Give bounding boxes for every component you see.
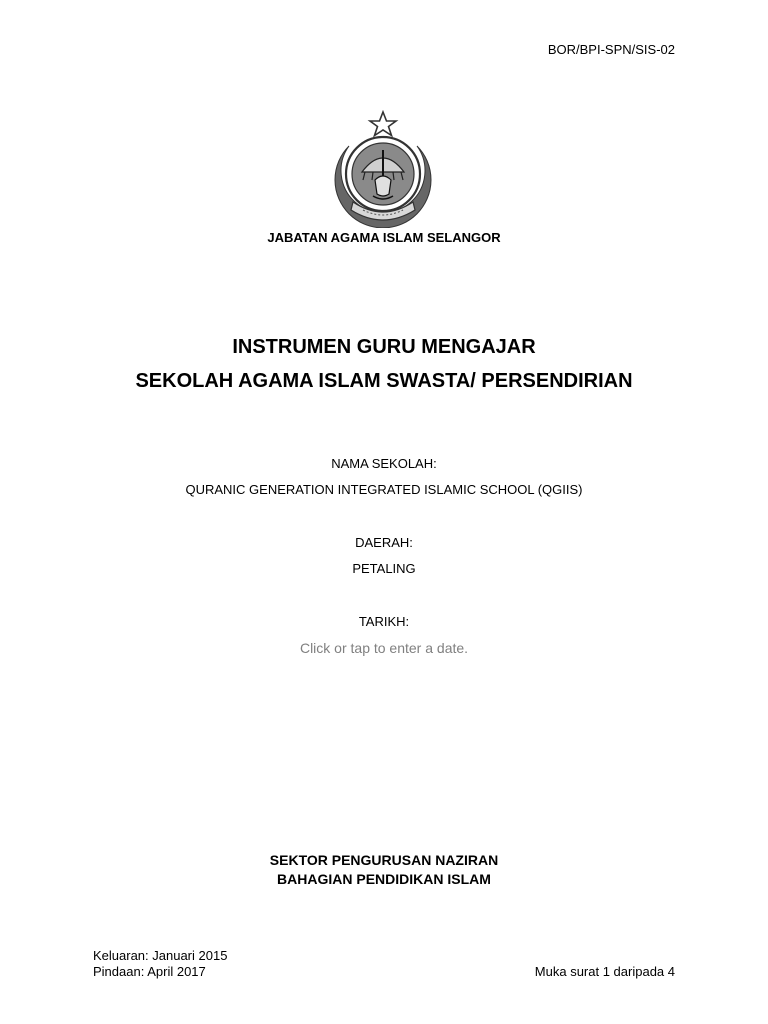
school-name-value: QURANIC GENERATION INTEGRATED ISLAMIC SCHOOL (QGIIS) (185, 482, 583, 497)
organization-name: JABATAN AGAMA ISLAM SELANGOR (267, 230, 501, 245)
district-value: PETALING (352, 561, 416, 576)
document-subtitle: SEKOLAH AGAMA ISLAM SWASTA/ PERSENDIRIAN (135, 370, 633, 392)
document-title: INSTRUMEN GURU MENGAJAR (232, 336, 536, 358)
date-label: TARIKH: (358, 614, 410, 629)
division-name: BAHAGIAN PENDIDIKAN ISLAM (277, 871, 491, 887)
school-name-label: NAMA SEKOLAH: (331, 456, 437, 471)
date-picker-field[interactable]: Click or tap to enter a date. (299, 640, 469, 656)
state-emblem-icon (329, 110, 437, 228)
sector-name: SEKTOR PENGURUSAN NAZIRAN (269, 852, 499, 868)
document-code: BOR/BPI-SPN/SIS-02 (547, 42, 675, 57)
page-number: Muka surat 1 daripada 4 (534, 964, 675, 979)
issue-date: Keluaran: Januari 2015 (93, 948, 228, 963)
district-label: DAERAH: (355, 535, 413, 550)
revision-date: Pindaan: April 2017 (93, 964, 206, 979)
